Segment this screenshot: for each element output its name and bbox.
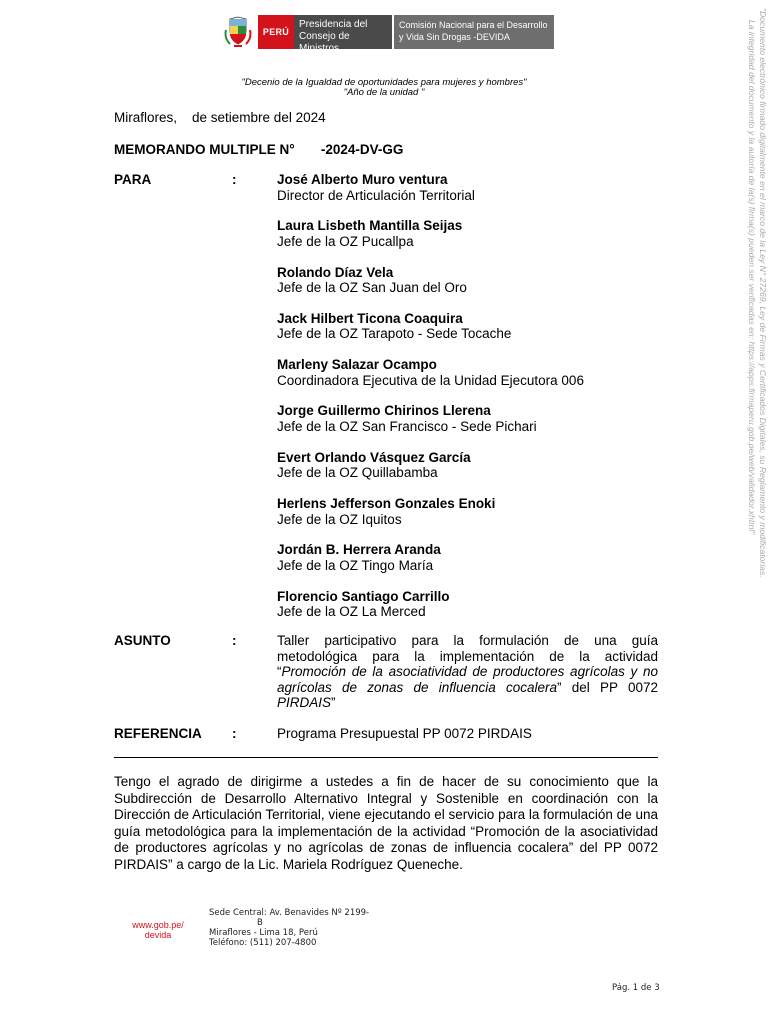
recipient-name: Marleny Salazar Ocampo [277,357,437,373]
referencia-label: REFERENCIA [114,726,202,741]
recipient-name: Jorge Guillermo Chirinos Llerena [277,403,491,419]
peru-label: PERÚ [262,27,290,37]
recipient-item [277,403,667,449]
asunto-italic: Promoción de la asociatividad de productores agrícolas y no agrícolas de zonas de influencia cocalera [277,664,658,695]
footer-address [209,908,384,948]
recipient-role: Jefe de la OZ Tarapoto - Sede Tocache [277,326,512,342]
digital-signature-notice [736,8,768,658]
recipient-item [277,542,667,588]
asunto-colon: : [232,633,237,648]
asunto-label: ASUNTO [114,633,171,648]
recipient-item [277,357,667,403]
para-colon: : [232,172,237,187]
asunto-end: ” [331,695,336,710]
decenio-motto [0,78,768,98]
peru-coat-of-arms-icon [222,15,254,49]
body-paragraph: Tengo el agrado de dirigirme a ustedes a fin de hacer de su conocimiento que la Subdirección de Desarrollo Alternativo Integral y Sostenible en coordinación con la Dirección de Articulación Territorial, viene ejecutando el servicio para la formulación de una guía metodológica para la implementación de la actividad “Promoción de la asociatividad de productores agrícolas y no agrícolas de zonas de influencia cocalera” del PP 0072 PIRDAIS” a cargo de la Lic. Mariela Rodríguez Queneche. [114,774,658,872]
recipient-item [277,218,667,264]
recipient-name: Evert Orlando Vásquez García [277,449,471,465]
pcm-brand-box [294,15,392,54]
footer-addr-line-2: B [257,918,263,928]
recipient-name: Jack Hilbert Ticona Coaquira [277,310,463,326]
side-notice-line-2: La integridad del documento y la autoría de la(s) firma(s) pueden ser verificadas en: https://apps.firmaperu.gob.pe/web/validador.xhtml" [747,20,757,535]
asunto-italic-2: PIRDAIS [277,695,332,710]
decenio-line-1: "Decenio de la Igualdad de oportunidades para mujeres y hombres" [241,77,527,88]
asunto-text [277,633,658,711]
recipient-role: Jefe de la OZ Pucallpa [277,233,414,249]
horizontal-divider [114,757,658,758]
recipient-item [277,265,667,311]
memo-number: MEMORANDO MULTIPLE N° -2024-DV-GG [114,142,404,157]
footer-addr-line-4: Teléfono: (511) 207-4800 [209,938,317,948]
recipient-role: Jefe de la OZ Iquitos [277,511,402,527]
recipient-name: Florencio Santiago Carrillo [277,588,450,604]
side-notice-line-1: "Documento electrónico firmado digitalmente en el marco de la Ley N° 27269, Ley de Firmas y Certificados Digitales, su Reglamento y modificatorias. [758,8,768,578]
footer-link-line-1: www.gob.pe/ [132,920,184,930]
para-label: PARA [114,172,152,187]
pcm-line-1: Presidencia del [299,19,368,30]
footer-website-link[interactable] [120,920,196,940]
devida-line-1: Comisión Nacional para el Desarrollo [399,20,548,30]
recipient-role: Coordinadora Ejecutiva de la Unidad Ejecutora 006 [277,372,584,388]
recipient-list [277,172,667,635]
asunto-plain-2: ” del PP 0072 [557,679,659,695]
footer-addr-line-1: Sede Central: Av. Benavides Nº 2199- [209,908,370,918]
footer-addr-line-3: Miraflores - Lima 18, Perú [209,928,318,938]
referencia-colon: : [232,726,237,741]
header-logos [222,15,554,54]
recipient-item [277,496,667,542]
recipient-item [277,311,667,357]
devida-brand-box [394,15,554,49]
recipient-role: Jefe de la OZ Quillabamba [277,465,438,481]
peru-brand-box [258,15,294,49]
pcm-line-2: Consejo de Ministros [299,31,350,54]
document-date: Miraflores, de setiembre del 2024 [114,110,326,125]
recipient-role: Jefe de la OZ San Francisco - Sede Pichari [277,418,537,434]
recipient-name: Herlens Jefferson Gonzales Enoki [277,496,496,512]
recipient-role: Jefe de la OZ Tingo María [277,557,434,573]
recipient-name: Laura Lisbeth Mantilla Seijas [277,218,463,234]
recipient-item [277,172,667,218]
referencia-text: Programa Presupuestal PP 0072 PIRDAIS [277,726,532,741]
devida-line-2: y Vida Sin Drogas -DEVIDA [399,32,510,42]
recipient-role: Director de Articulación Territorial [277,187,475,203]
recipient-role: Jefe de la OZ San Juan del Oro [277,280,467,296]
recipient-role: Jefe de la OZ La Merced [277,604,426,620]
recipient-item [277,589,667,635]
recipient-name: Rolando Díaz Vela [277,264,394,280]
recipient-name: José Alberto Muro ventura [277,172,448,187]
recipient-item [277,450,667,496]
recipient-name: Jordán B. Herrera Aranda [277,542,441,558]
decenio-line-2: "Año de la unidad " [343,87,425,98]
page-number: Pág. 1 de 3 [612,983,660,993]
asunto-plain: Taller participativo para la formulación de una guía metodológica para la implementación de la actividad “ [277,633,658,679]
footer-link-line-2: devida [144,930,172,940]
